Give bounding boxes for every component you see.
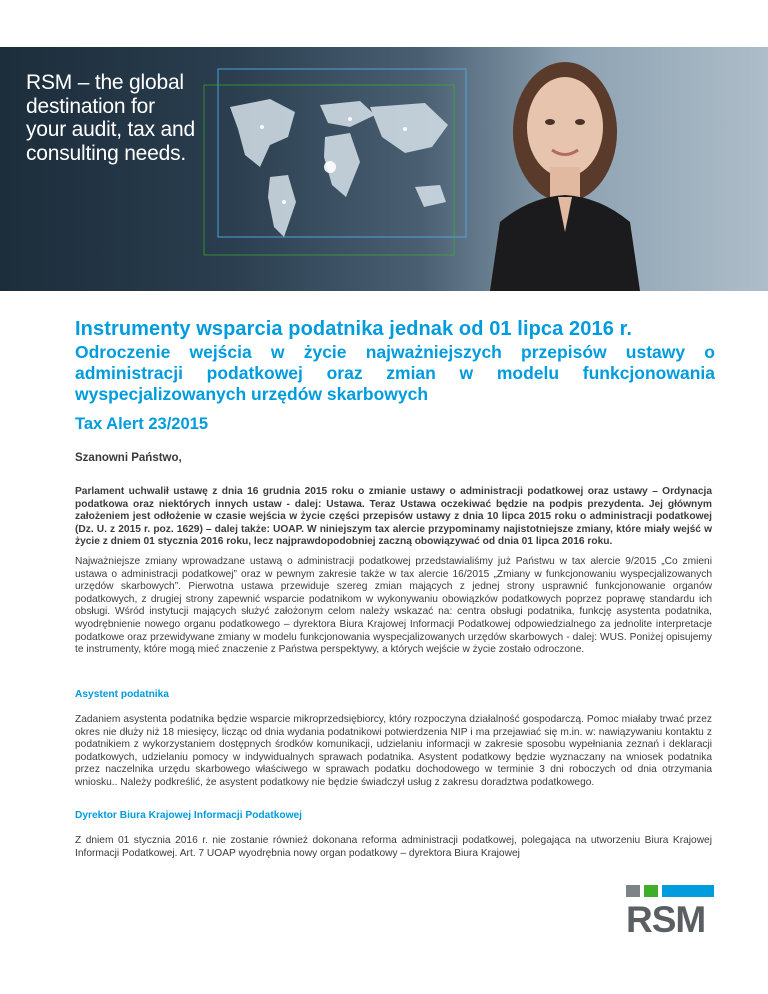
logo-square-green: [644, 885, 658, 897]
tax-alert-number: Tax Alert 23/2015: [75, 415, 208, 433]
document-subtitle: Odroczenie wejścia w życie najważniejszych przepisów ustawy o administracji podatkowej oraz zmian w modelu funkcjonowania wyspecjalizowanych urzędów skarbowych: [75, 342, 715, 404]
rsm-logo: [626, 885, 714, 947]
document-title: Instrumenty wsparcia podatnika jednak od 01 lipca 2016 r.: [75, 318, 633, 340]
hero-tagline: RSM – the global destination for your audit, tax and consulting needs.: [26, 71, 195, 165]
hero-banner: [0, 47, 768, 291]
logo-bar-blue: [662, 885, 714, 897]
section-paragraph-asystent: Zadaniem asystenta podatnika będzie wsparcie mikroprzedsiębiorcy, który rozpoczyna działalność gospodarczą. Pomoc miałaby trwać przez okres nie dłuży niż 18 miesięcy, licząc od dnia wydania podatnikowi potwierdzenia NIP i ma przejawiać się m.in. w: nawiązywaniu kontaktu z podatnikiem z wykorzystaniem dostępnych środków komunikacji, udzielaniu informacji w zakresie sposobu wypełniania zeznań i deklaracji podatkowych, udzielaniu pomocy w indywidualnych sprawach podatnika. Asystent podatkowy będzie wyznaczany na wniosek podatnika przez naczelnika urzędu skarbowego właściwego w sprawach podatku dochodowego w terminie 3 dni roboczych od dnia otrzymania wniosku.. Należy podkreślić, że asystent podatkowy nie będzie świadczył usług z zakresu doradztwa podatkowego.: [75, 714, 712, 788]
section-paragraph-biuro: Z dniem 01 stycznia 2016 r. nie zostanie również dokonana reforma administracji podatkowej, polegająca na utworzeniu Biura Krajowej Informacji Podatkowej. Art. 7 UOAP wyodrębnia nowy organ podatkowy – dyrektora Biura Krajowej: [75, 835, 712, 859]
intro-paragraph: Parlament uchwalił ustawę z dnia 16 grudnia 2015 roku o zmianie ustawy o administracji podatkowej oraz ustawy – Ordynacja podatkowa oraz niektórych innych ustaw - dalej: Ustawa. Teraz Ustawa oczekiwać będzie na podpis prezydenta. Jej głównym założeniem jest odłożenie w czasie wejścia w życie części przepisów ustawy z dnia 10 lipca 2015 roku o administracji podatkowej (Dz. U. z 2015 r. poz. 1629) – dalej także: UOAP. W niniejszym tax alercie przypominamy najistotniejsze zmiany, które miały wejść w życie z dniem 01 stycznia 2016 roku, lecz najprawdopodobniej zaczną obowiązywać od dnia 01 lipca 2016 roku.: [75, 486, 712, 548]
world-map-graphic: [200, 67, 470, 267]
logo-squares: [626, 885, 714, 897]
portrait-image: [470, 47, 768, 291]
section-heading-biuro: Dyrektor Biura Krajowej Informacji Podatkowej: [75, 810, 303, 821]
salutation: Szanowni Państwo,: [75, 452, 182, 464]
logo-square-gray: [626, 885, 640, 897]
body-paragraph: Najważniejsze zmiany wprowadzane ustawą o administracji podatkowej przedstawialiśmy już Państwu w tax alercie 9/2015 „Co zmieni ustawa o administracji podatkowej” oraz w pewnym zakresie także w tax alercie 16/2015 „Zmiany w funkcjonowaniu wyspecjalizowanych urzędów skarbowych”. Pierwotna ustawa przewiduje szereg zmian mających z jednej strony usprawnić funkcjonowanie organów podatkowych, z drugiej strony zapewnić wsparcie podatnikom w wykonywaniu obowiązków podatkowych poprzez poprawę standardu ich obsługi. Wśród instytucji mających służyć założonym celom należy wskazać na: centra obsługi podatnika, funkcję asystenta podatnika, wyodrębnienie nowego organu podatkowego – dyrektora Biura Krajowej Informacji Podatkowej odpowiedzialnego za jednolite interpretacje podatkowe oraz przewidywane zmiany w modelu funkcjonowania wyspecjalizowanych urzędów skarbowych - dalej: WUS. Poniżej opisujemy te instrumenty, które mogą mieć znaczenie z Państwa perspektywy, a których wejście w życie zostało odroczone.: [75, 556, 712, 656]
logo-text: RSM: [626, 899, 706, 940]
section-heading-asystent: Asystent podatnika: [75, 689, 169, 700]
